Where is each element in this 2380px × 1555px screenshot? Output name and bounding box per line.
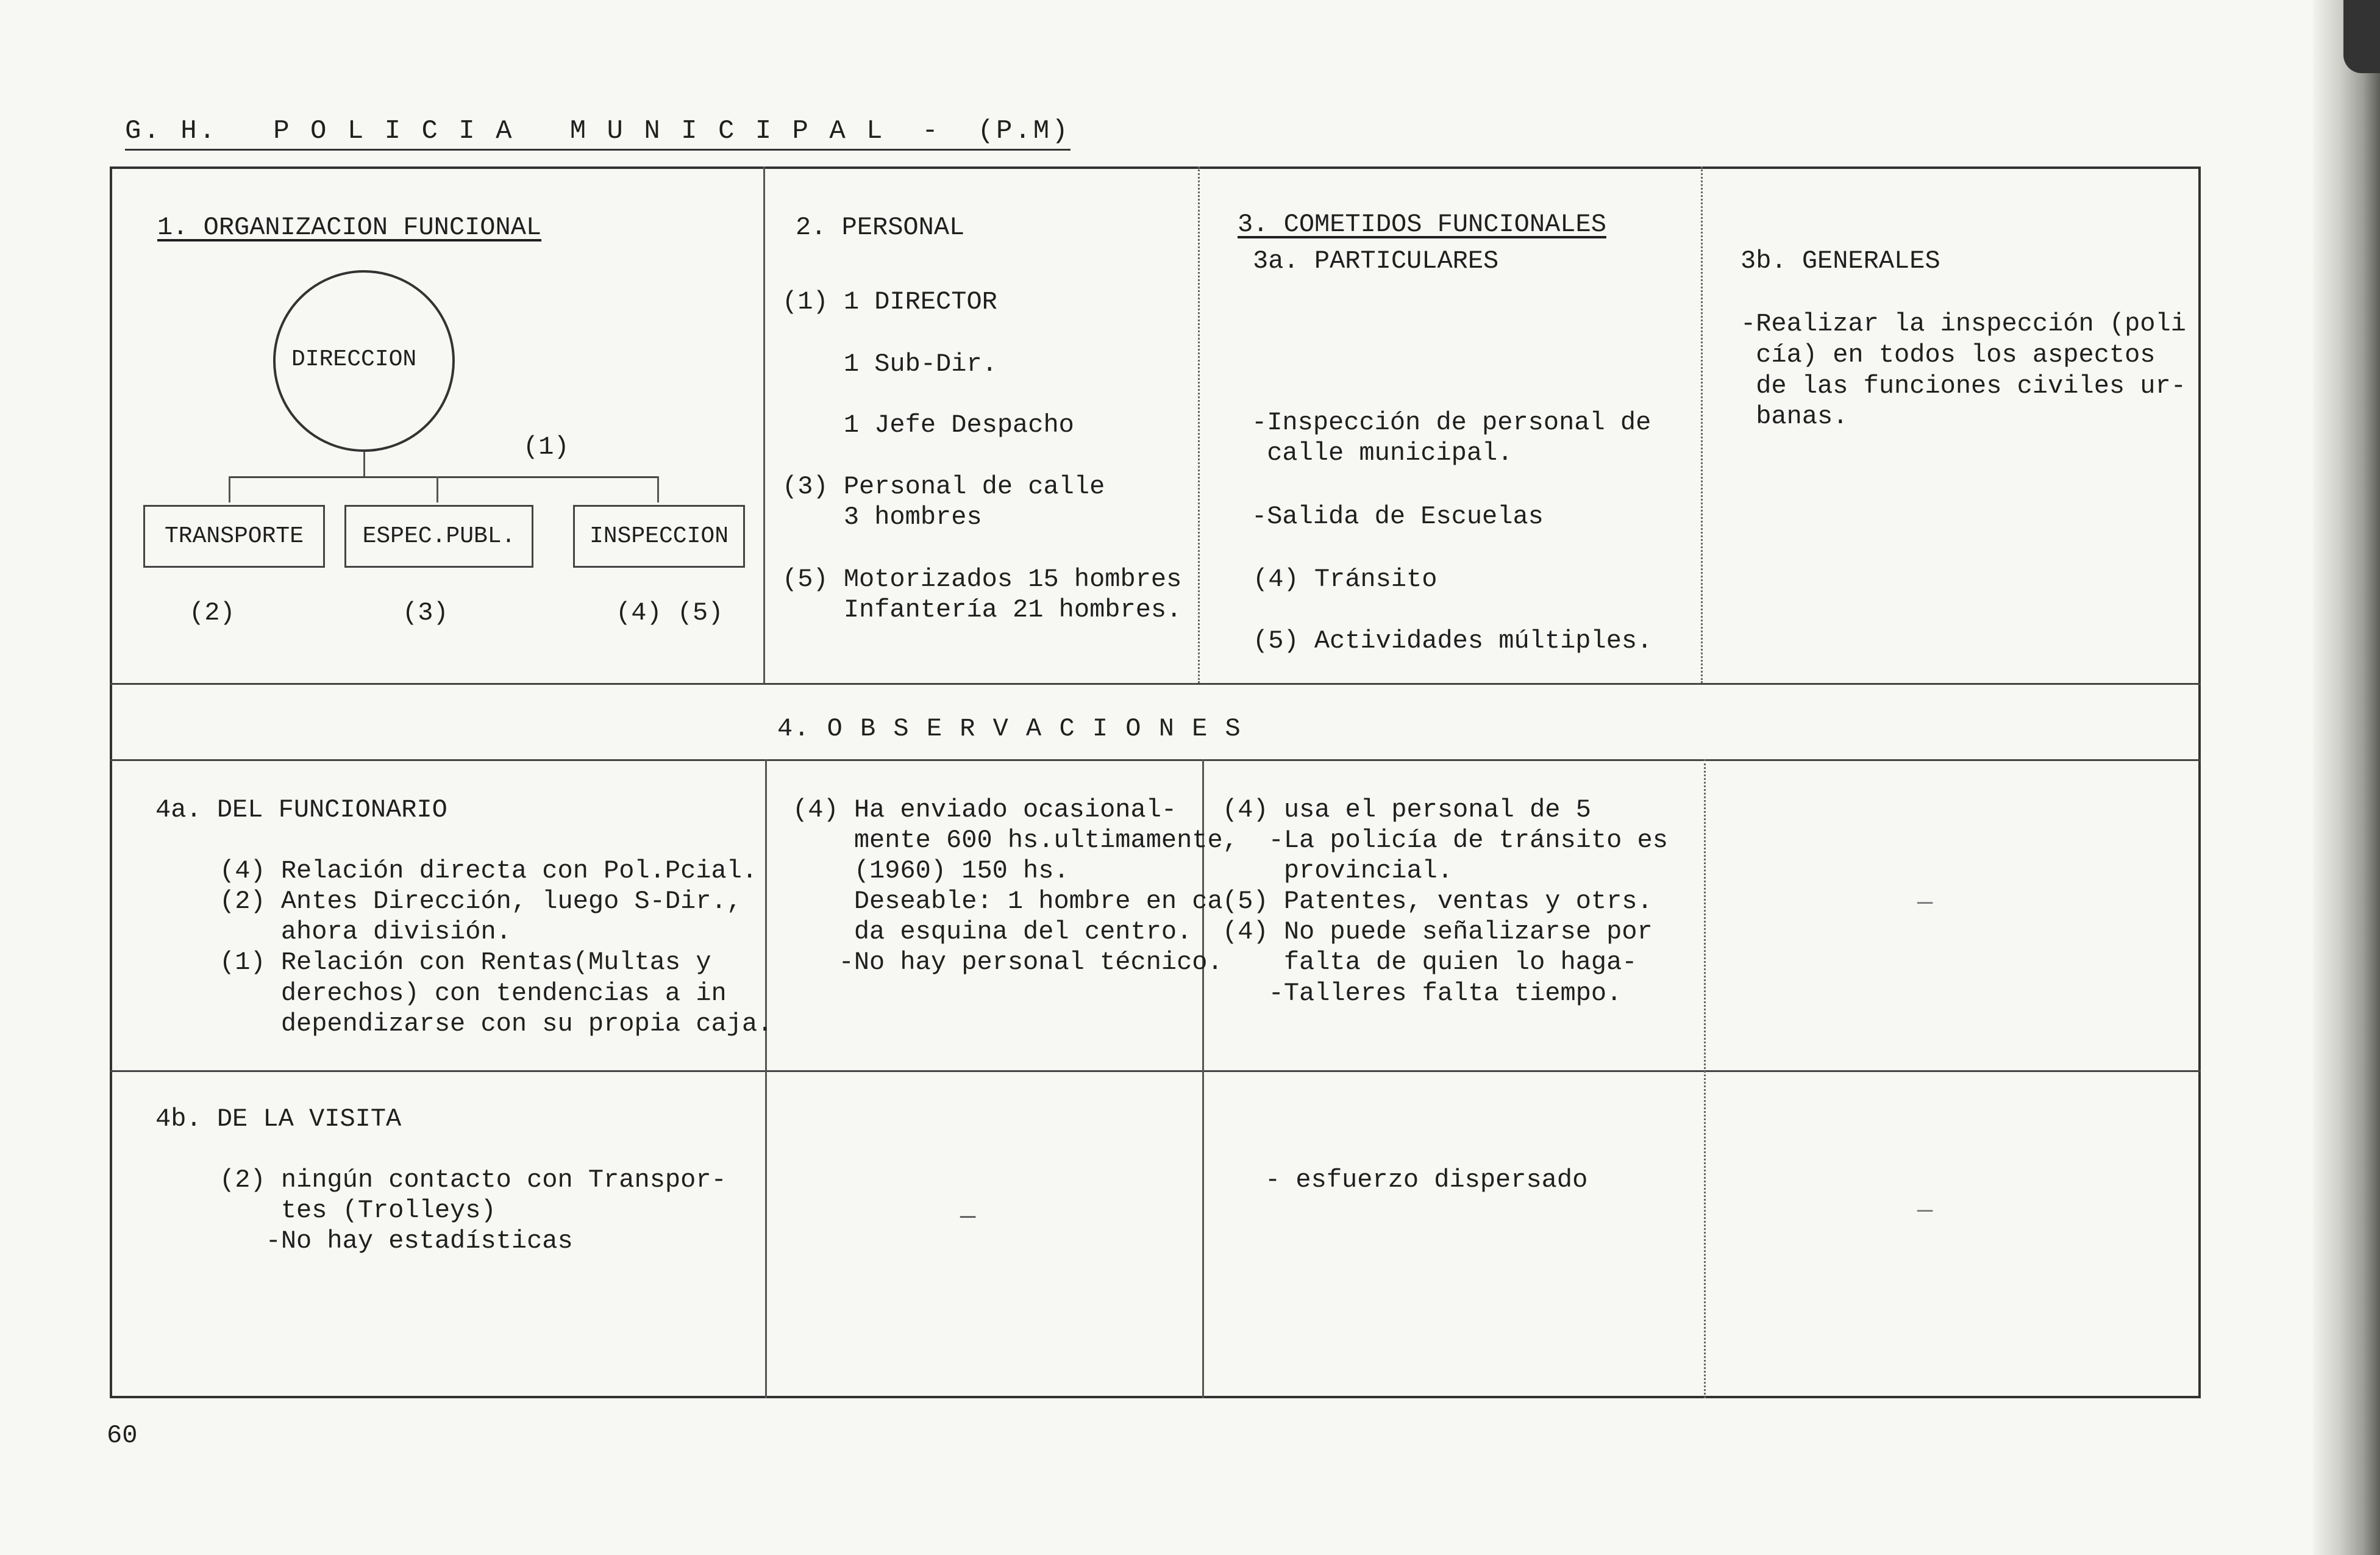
org-box-transporte: TRANSPORTE: [143, 505, 325, 568]
col-divider-bottom-1: [765, 759, 767, 1398]
personal-line-4: (3) Personal de calle: [782, 472, 1105, 501]
funcionario-col3-line-4: (5) Patentes, ventas y otrs.: [1222, 887, 1653, 916]
personal-line-5: 3 hombres: [782, 502, 982, 532]
particulares-heading: 3a. PARTICULARES: [1253, 246, 1499, 276]
funcionario-col2-line-2: mente 600 hs.ultimamente,: [793, 826, 1238, 855]
particulares-line-1: -Inspección de personal de: [1252, 408, 1651, 437]
col-divider-top-2: [1198, 166, 1200, 683]
org-branch: [229, 476, 658, 478]
funcionario-col3-line-6: falta de quien lo haga-: [1222, 948, 1637, 977]
visita-col1-line-3: -No hay estadísticas: [219, 1226, 573, 1256]
particulares-line-4: (4) Tránsito: [1253, 565, 1438, 594]
funcionario-col1-line-6: dependizarse con su propia caja.: [219, 1009, 773, 1038]
direccion-label: DIRECCION: [291, 346, 417, 373]
col-divider-bottom-3: [1704, 759, 1706, 1398]
funcionario-col3-line-5: (4) No puede señalizarse por: [1222, 917, 1653, 946]
visita-col3-text: - esfuerzo dispersado: [1265, 1165, 1588, 1195]
row-divider-3: [110, 1070, 2201, 1072]
funcionario-col3-line-1: (4) usa el personal de 5: [1222, 795, 1591, 824]
org-note-2: (3): [402, 598, 449, 627]
visita-col2-dash: —: [960, 1202, 976, 1231]
funcionario-heading: 4a. DEL FUNCIONARIO: [155, 795, 447, 824]
generales-line-2: cía) en todos los aspectos: [1740, 340, 2156, 370]
org-box-espec-publ: ESPEC.PUBL.: [344, 505, 533, 568]
funcionario-col3-line-3: provincial.: [1222, 856, 1453, 885]
visita-col1-line-1: (2) ningún contacto con Transpor-: [219, 1165, 727, 1195]
funcionario-col1-line-4: (1) Relación con Rentas(Multas y: [219, 948, 711, 977]
personal-heading: 2. PERSONAL: [796, 213, 965, 242]
personal-line-6: (5) Motorizados 15 hombres: [782, 565, 1182, 594]
org-note-top: (1): [523, 432, 569, 462]
row-divider-2: [110, 759, 2201, 761]
org-note-1: (2): [189, 598, 235, 627]
org-drop-3: [657, 476, 659, 502]
generales-line-1: -Realizar la inspección (poli: [1740, 309, 2186, 338]
personal-line-1: (1) 1 DIRECTOR: [782, 287, 997, 316]
observaciones-heading: 4. O B S E R V A C I O N E S: [777, 714, 1242, 743]
generales-heading: 3b. GENERALES: [1740, 246, 1940, 276]
funcionario-col3-line-2: -La policía de tránsito es: [1222, 826, 1668, 855]
org-drop-1: [229, 476, 230, 502]
particulares-line-3: -Salida de Escuelas: [1252, 502, 1544, 531]
org-drop-2: [436, 476, 438, 502]
particulares-line-2: calle municipal.: [1252, 438, 1513, 468]
binding-clip: [2343, 0, 2380, 73]
funcionario-col2-line-1: (4) Ha enviado ocasional-: [793, 795, 1177, 824]
funcionario-col1-line-5: derechos) con tendencias a in: [219, 979, 727, 1008]
org-stem: [363, 452, 365, 476]
generales-line-4: banas.: [1740, 402, 1848, 431]
funcionario-col2-line-3: (1960) 150 hs.: [793, 856, 1069, 885]
funcionario-col2-line-5: da esquina del centro.: [793, 917, 1192, 946]
org-box-inspeccion: INSPECCION: [573, 505, 745, 568]
funcionario-col2-line-4: Deseable: 1 hombre en ca: [793, 887, 1223, 916]
funcionario-col2-line-6: -No hay personal técnico.: [793, 948, 1223, 977]
document-title: G. H. P O L I C I A M U N I C I P A L - (P.M): [125, 116, 1071, 151]
personal-line-7: Infantería 21 hombres.: [782, 595, 1182, 624]
col-divider-top-3: [1701, 166, 1703, 683]
particulares-line-5: (5) Actividades múltiples.: [1253, 626, 1653, 656]
funcionario-col1-line-3: ahora división.: [219, 917, 511, 946]
row-divider-1: [110, 683, 2201, 685]
visita-col1-line-2: tes (Trolleys): [219, 1196, 496, 1225]
funcionario-col1-line-1: (4) Relación directa con Pol.Pcial.: [219, 856, 758, 885]
funcionario-col3-line-7: -Talleres falta tiempo.: [1222, 979, 1622, 1008]
binding-shadow: [2313, 0, 2380, 1555]
personal-line-3: 1 Jefe Despacho: [782, 410, 1074, 440]
generales-line-3: de las funciones civiles ur-: [1740, 371, 2186, 401]
page-number: 60: [107, 1421, 138, 1450]
funcionario-col4-dash: —: [1917, 888, 1933, 917]
cometidos-heading: 3. COMETIDOS FUNCIONALES: [1238, 210, 1606, 239]
funcionario-col1-line-2: (2) Antes Dirección, luego S-Dir.,: [219, 887, 742, 916]
col-divider-top-1: [763, 166, 765, 683]
org-note-3: (4) (5): [616, 598, 724, 627]
personal-line-2: 1 Sub-Dir.: [782, 349, 997, 379]
visita-heading: 4b. DE LA VISITA: [155, 1104, 402, 1134]
visita-col4-dash: —: [1917, 1196, 1933, 1225]
organizacion-heading: 1. ORGANIZACION FUNCIONAL: [157, 213, 542, 242]
